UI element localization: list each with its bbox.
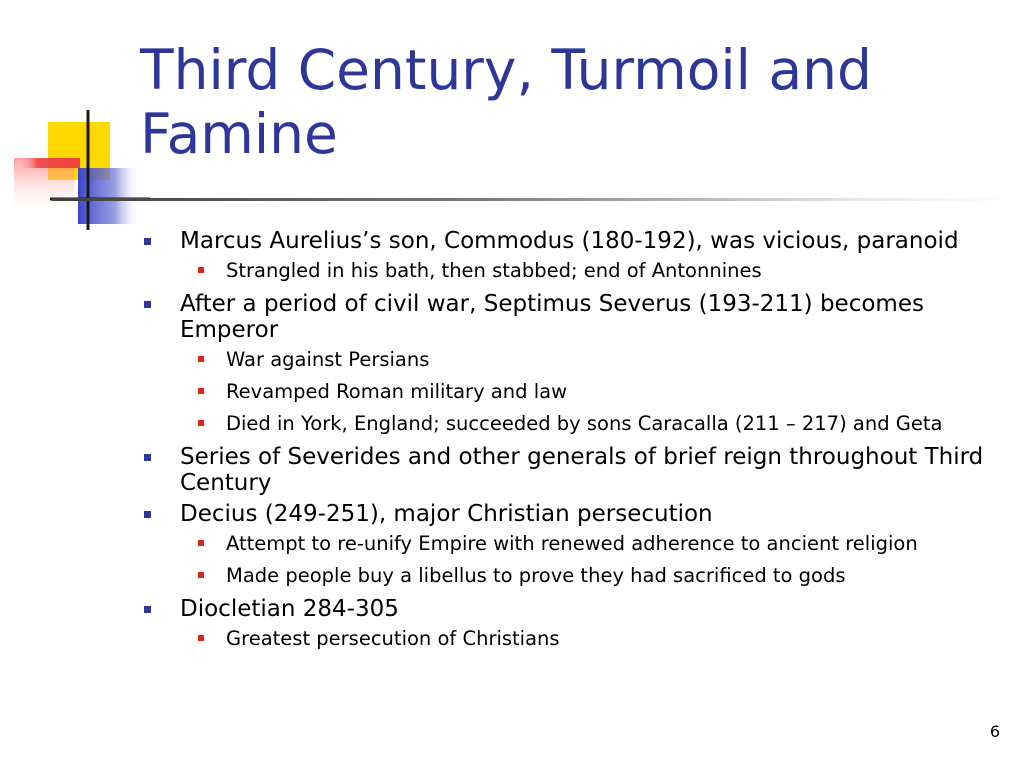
sub-bullet-text: Attempt to re-unify Empire with renewed adherence to ancient religion [226,532,918,555]
square-bullet-icon [144,454,151,461]
bullet-item [144,291,1004,343]
sub-bullet-item [144,627,1004,650]
bullet-item [144,228,1004,254]
square-bullet-icon [144,301,151,308]
sub-bullet-item [144,564,1004,587]
square-bullet-icon [144,511,151,518]
square-bullet-icon [198,388,204,394]
sub-bullet-text: War against Persians [226,348,430,371]
sub-bullet-item [144,412,1004,435]
bullet-text: Diocletian 284-305 [180,596,399,622]
sub-bullet-item [144,348,1004,371]
bullet-text: After a period of civil war, Septimus Severus (193-211) becomes Emperor [180,291,924,343]
sub-bullet-text: Strangled in his bath, then stabbed; end of Antonnines [226,259,762,282]
sub-bullet-item [144,532,1004,555]
square-bullet-icon [198,356,204,362]
sub-bullet-text: Died in York, England; succeeded by sons Caracalla (211 – 217) and Geta [226,412,943,435]
sub-bullet-item [144,259,1004,282]
slide-title: Third Century, Turmoil and Famine [140,38,872,166]
red-bar [14,158,80,168]
square-bullet-icon [198,572,204,578]
bullet-item [144,501,1004,527]
square-bullet-icon [198,635,204,641]
title-divider [52,198,1012,201]
bullet-list [144,228,1004,659]
page-number: 6 [989,722,1000,741]
corner-decoration [0,0,150,240]
bullet-text: Marcus Aurelius’s son, Commodus (180-192), was vicious, paranoid [180,228,959,254]
square-bullet-icon [198,420,204,426]
sub-bullet-text: Greatest persecution of Christians [226,627,560,650]
square-bullet-icon [198,540,204,546]
sub-bullet-item [144,380,1004,403]
bullet-item [144,596,1004,622]
square-bullet-icon [144,606,151,613]
square-bullet-icon [198,267,204,273]
bullet-item [144,444,1004,496]
bullet-text: Decius (249-251), major Christian persecution [180,501,713,527]
square-bullet-icon [144,238,151,245]
sub-bullet-text: Revamped Roman military and law [226,380,568,403]
sub-bullet-text: Made people buy a libellus to prove they had sacrificed to gods [226,564,846,587]
bullet-text: Series of Severides and other generals of brief reign throughout Third Century [180,444,984,496]
